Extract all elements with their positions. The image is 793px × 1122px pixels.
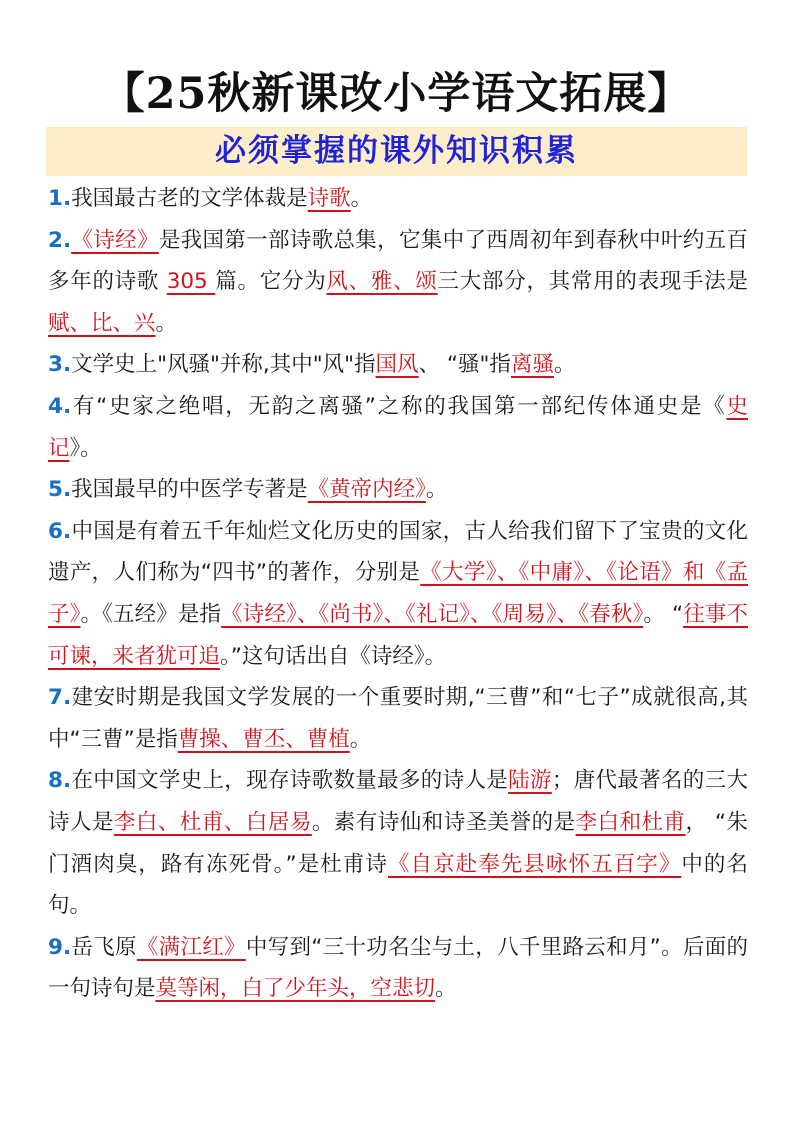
item-text: 。素有诗仙和诗圣美誉的是 (311, 809, 576, 835)
item-text: 。 (435, 976, 457, 1002)
item-text: 篇。它分为 (215, 269, 327, 295)
item-text: 建安时期是我国文学发展的一个重要时期,“三曹”和“七子”成就很高,其中“三曹”是指 (48, 685, 748, 752)
knowledge-list (48, 178, 748, 1010)
item-text: 。 (553, 352, 576, 378)
item-text: 中写到“三十功名尘与土，八千里路云和月”。后面的一句诗句是 (48, 934, 748, 1002)
answer-text: 诗歌 (307, 186, 351, 211)
item-number: 7. (48, 685, 72, 711)
answer-text: 李白和杜甫 (575, 809, 686, 835)
list-item (48, 677, 748, 760)
item-text: 有“史家之绝唱，无韵之离骚”之称的我国第一部纪传体通史是《 (71, 393, 727, 419)
answer-text: 陆游 (508, 768, 552, 794)
item-number: 6. (48, 518, 72, 544)
item-number: 1. (48, 186, 72, 211)
item-text: 、 “骚"指 (418, 352, 511, 378)
item-number: 4. (48, 393, 72, 419)
answer-text: 《大学》、《中庸》、《论语》和《孟子》 (48, 560, 748, 627)
item-text: 。 (350, 186, 373, 211)
list-item (48, 178, 748, 220)
item-number: 9. (48, 934, 72, 960)
page-title: 【25秋新课改小学语文拓展】 (101, 69, 692, 119)
page-subtitle: 必须掌握的课外知识积累 (215, 133, 578, 169)
answer-text: 曹操、曹丕、曹植 (177, 726, 350, 752)
answer-text: 《诗经》 (71, 227, 159, 253)
answer-text: 《黄帝内经》 (307, 477, 426, 503)
item-number: 2. (48, 227, 72, 253)
item-text: 》。 (69, 435, 102, 461)
item-text: ， “朱门酒肉臭，路有冻死骨。”是杜甫诗 (48, 809, 748, 877)
item-text: 。 (155, 310, 178, 336)
item-text: 。 (425, 477, 448, 503)
item-text: 是我国第一部诗歌总集，它集中了西周初年到春秋中叶约五百多年的诗歌 (48, 227, 748, 295)
answer-text: 赋、比、兴 (48, 310, 156, 336)
answer-text: 《满江红》 (136, 934, 246, 960)
item-number: 8. (48, 768, 72, 794)
item-text: 在中国文学史上，现存诗歌数量最多的诗人是 (71, 768, 509, 794)
answer-text: 离骚 (510, 352, 554, 378)
item-text: 我国最古老的文学体裁是 (71, 186, 308, 211)
answer-text: 305 (166, 269, 216, 295)
item-text: 中国是有着五千年灿烂文化历史的国家，古人给我们留下了宝贵的文化遗产，人们称为“四书”的著作，分别是 (48, 518, 748, 586)
answer-text: 风、雅、颂 (326, 269, 438, 295)
answer-text: 国风 (375, 352, 419, 378)
answer-text: 史记 (48, 393, 748, 461)
item-text: 。《五经》是指 (80, 601, 222, 627)
item-text: 岳飞原 (71, 934, 137, 960)
item-text: 文学史上"风骚"并称,其中"风"指 (71, 352, 376, 378)
list-item (48, 469, 748, 511)
item-text: 。”这句话出自《诗经》。 (220, 643, 447, 669)
list-item (48, 220, 748, 345)
item-number: 5. (48, 477, 72, 503)
list-item (48, 344, 748, 386)
item-text: ；唐代最著名的三大诗人是 (48, 768, 748, 835)
answer-text: 李白、杜甫、白居易 (113, 809, 312, 835)
answer-text: 《诗经》、《尚书》、《礼记》、《周易》、《春秋》 (221, 601, 644, 627)
item-text: 。 “ (643, 601, 684, 627)
item-text: 。 (349, 726, 372, 752)
list-item (48, 386, 748, 469)
list-item (48, 511, 748, 677)
item-number: 3. (48, 352, 72, 378)
list-item (48, 760, 748, 926)
item-text: 中的名句。 (48, 851, 748, 919)
subtitle-banner (46, 127, 747, 176)
list-item (48, 927, 748, 1010)
item-text: 三大部分，其常用的表现手法是 (437, 269, 748, 295)
answer-text: 莫等闲，白了少年头，空悲切 (155, 976, 436, 1002)
item-text: 我国最早的中医学专著是 (71, 477, 308, 503)
answer-text: 《自京赴奉先县咏怀五百字》 (387, 851, 682, 877)
answer-text: 往事不可谏，来者犹可追 (48, 601, 748, 669)
